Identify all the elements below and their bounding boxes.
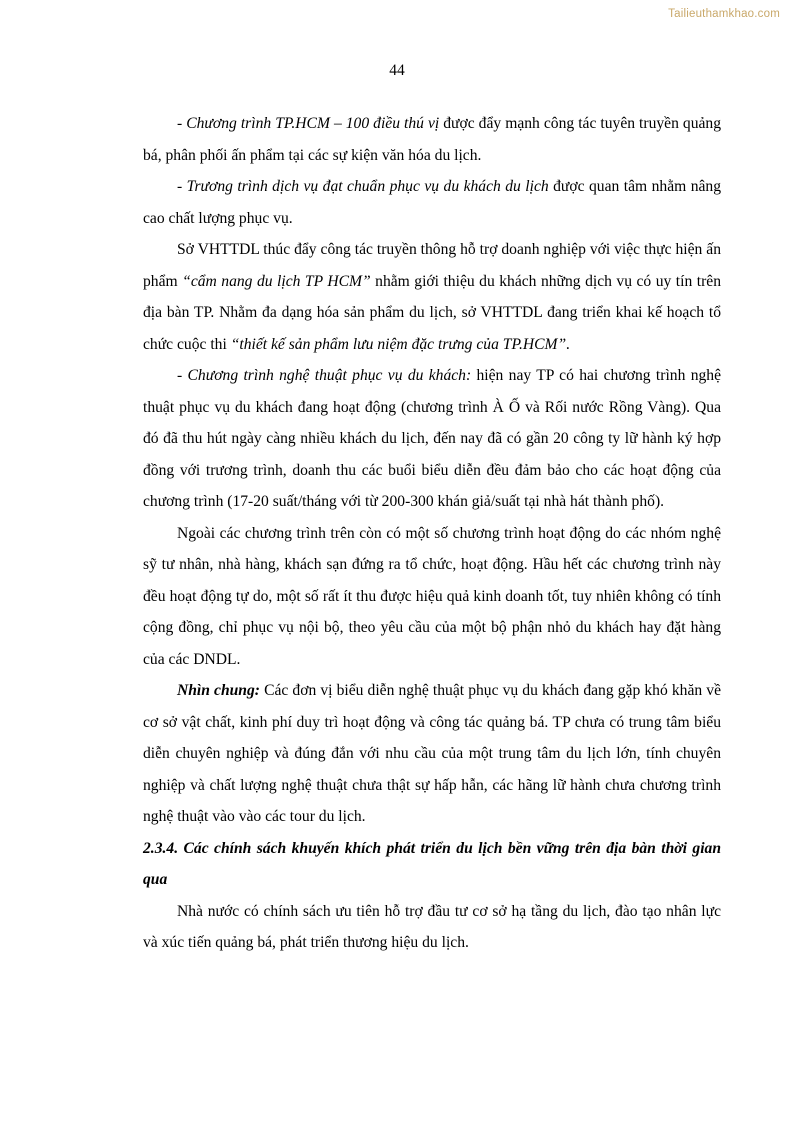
page-number: 44: [389, 62, 405, 79]
paragraph-4-rest: hiện nay TP có hai chương trình nghệ thuật phục vụ du khách đang hoạt động (chương trình À Ố và Rối nước Rồng Vàng). Qua đó đã thu hút ngày càng nhiều khách du lịch, đến nay đã có gần 20 công ty lữ hành ký hợp đồng với trương trình, doanh thu các buổi biểu diễn đều đảm bảo cho các hoạt động của chương trình (17-20 suất/tháng với từ 200-300 khán giả/suất tại nhà hát thành phố).: [143, 367, 722, 510]
paragraph-4-dash: -: [177, 367, 188, 384]
paragraph-3: [143, 234, 721, 360]
paragraph-3-quote-2: “thiết kế sản phẩm lưu niệm đặc trưng của TP.HCM”.: [230, 335, 571, 353]
paragraph-3-part-b: nhằm giới thiệu du khách những dịch vụ có uy tín trên địa bàn TP. Nhằm đa dạng hóa sản phẩm du lịch, sở VHTTDL đang triển khai kế hoạch tổ chức cuộc thi: [143, 272, 721, 353]
paragraph-1-italic: Chương trình TP.HCM – 100 điều thú vị: [186, 115, 440, 132]
document-body: [143, 108, 721, 959]
paragraph-3-part-a: Sở VHTTDL thúc đẩy công tác truyền thông hỗ trợ doanh nghiệp với việc thực hiện ấn phẩm: [143, 241, 721, 290]
paragraph-2-dash: -: [177, 178, 187, 195]
section-heading-2-3-4: 2.3.4. Các chính sách khuyến khích phát triển du lịch bền vững trên địa bàn thời gian qua: [143, 839, 721, 888]
paragraph-1-rest: được đẩy mạnh công tác tuyên truyền quảng bá, phân phối ấn phẩm tại các sự kiện văn hóa du lịch.: [143, 115, 722, 164]
paragraph-3-quote-1: “cẩm nang du lịch TP HCM”: [182, 272, 371, 290]
paragraph-2-rest: được quan tâm nhằm nâng cao chất lượng phục vụ.: [143, 178, 722, 227]
paragraph-1-dash: -: [177, 115, 187, 132]
paragraph-5: Ngoài các chương trình trên còn có một số chương trình hoạt động do các nhóm nghệ sỹ tư nhân, nhà hàng, khách sạn đứng ra tổ chức, hoạt động. Hầu hết các chương trình này đều hoạt động tự do, một số rất ít thu được hiệu quả kinh doanh tốt, tuy nhiên không có tính cộng đồng, chỉ phục vụ nội bộ, theo yêu cầu của một bộ phận nhỏ du khách hay đặt hàng của các DNDL.: [143, 524, 721, 668]
watermark-text: Tailieuthamkhao.com: [668, 8, 780, 20]
paragraph-6-rest: Các đơn vị biểu diễn nghệ thuật phục vụ du khách đang gặp khó khăn về cơ sở vật chất, kinh phí duy trì hoạt động và công tác quảng bá. TP chưa có trung tâm biểu diễn chuyên nghiệp và đúng đắn với nhu cầu của một trung tâm du lịch lớn, tính chuyên nghiệp và chất lượng nghệ thuật chưa thật sự hấp hẫn, các hãng lữ hành chưa chương trình nghệ thuật vào vào các tour du lịch.: [143, 682, 721, 825]
paragraph-7: Nhà nước có chính sách ưu tiên hỗ trợ đầu tư cơ sở hạ tầng du lịch, đào tạo nhân lực và xúc tiến quảng bá, phát triển thương hiệu du lịch.: [143, 902, 721, 951]
paragraph-6: [143, 675, 721, 833]
paragraph-4-italic: Chương trình nghệ thuật phục vụ du khách:: [187, 367, 472, 384]
paragraph-1: [143, 108, 721, 171]
paragraph-2: [143, 171, 721, 234]
paragraph-6-lead-bold: Nhìn chung:: [177, 682, 260, 699]
paragraph-2-italic: Trương trình dịch vụ đạt chuẩn phục vụ du khách du lịch: [186, 178, 549, 195]
paragraph-4: [143, 360, 721, 518]
